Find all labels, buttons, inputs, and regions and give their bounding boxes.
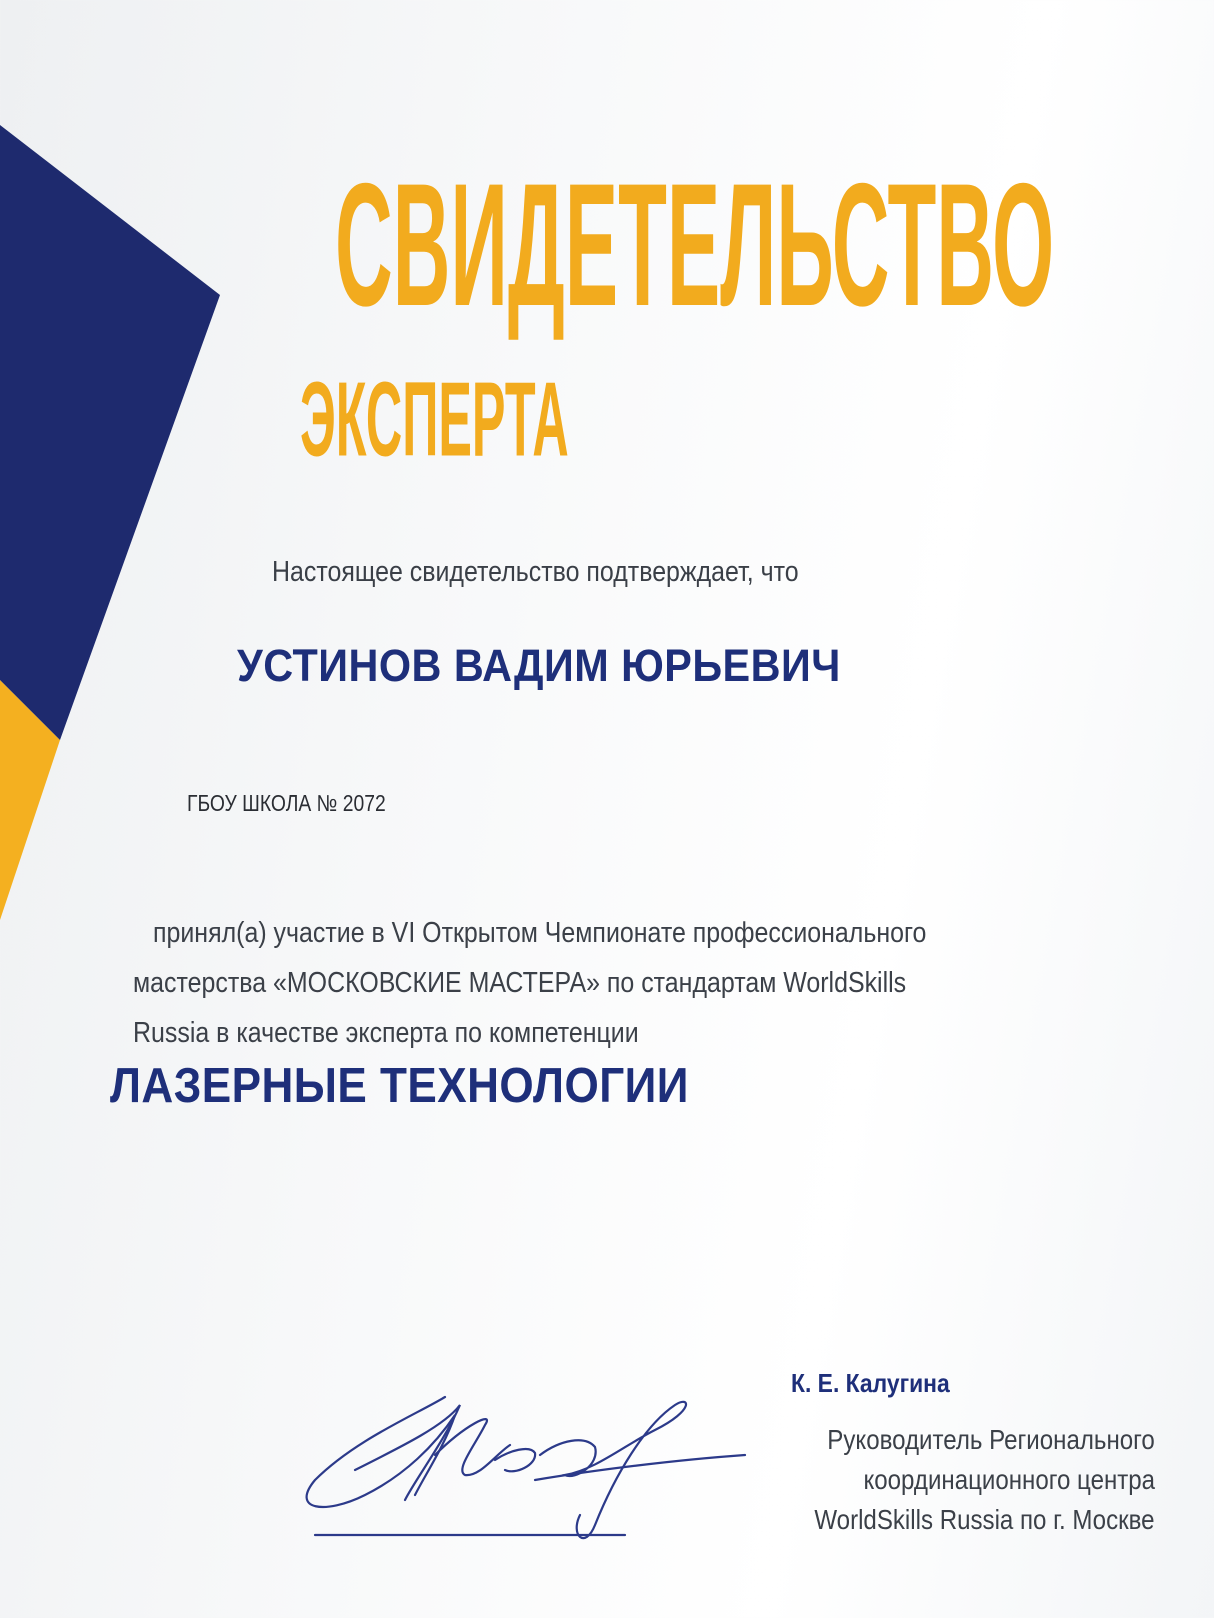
participation-text: [133, 908, 1133, 1058]
person-name: УСТИНОВ ВАДИМ ЮРЬЕВИЧ: [237, 640, 841, 691]
navy-shape: [0, 125, 220, 740]
certificate-subtitle: ЭКСПЕРТА: [300, 361, 569, 479]
organization: ГБОУ ШКОЛА № 2072: [187, 790, 386, 816]
role-line: Руководитель Регионального: [827, 1424, 1155, 1455]
role-line: WorldSkills Russia по г. Москве: [814, 1504, 1155, 1535]
body-line: принял(а) участие в VI Открытом Чемпионате профессионального: [153, 917, 927, 949]
signatory-name: К. Е. Калугина: [791, 1368, 950, 1398]
lead-text: Настоящее свидетельство подтверждает, что: [272, 556, 799, 588]
role-line: координационного центра: [863, 1464, 1155, 1495]
certificate-title: СВИДЕТЕЛЬСТВО: [335, 146, 1055, 343]
body-line: Russia в качестве эксперта по компетенции: [133, 1017, 639, 1049]
body-line: мастерства «МОСКОВСКИЕ МАСТЕРА» по стандартам WorldSkills: [133, 967, 907, 999]
signatory-role: [755, 1420, 1155, 1540]
handwritten-signature: [295, 1385, 755, 1555]
competence-name: ЛАЗЕРНЫЕ ТЕХНОЛОГИИ: [110, 1059, 689, 1113]
